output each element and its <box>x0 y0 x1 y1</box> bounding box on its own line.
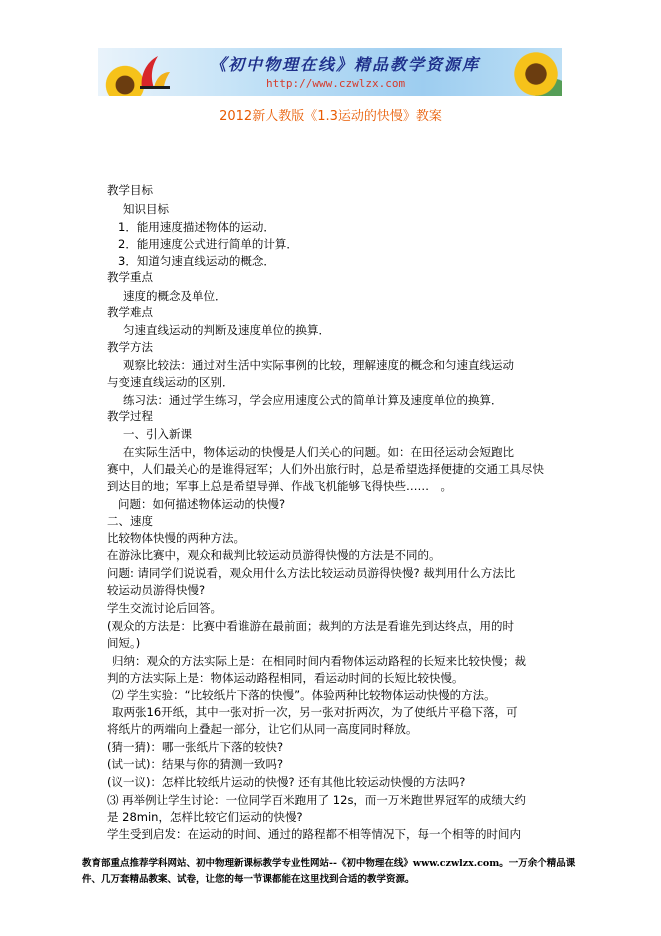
text-line: (试一试)：结果与你的猜测一致吗? <box>107 757 284 771</box>
text-line: 知识目标 <box>123 202 169 216</box>
logo-icon <box>136 52 174 92</box>
text-line: 间短。) <box>107 636 141 650</box>
text-line: 在游泳比赛中，观众和裁判比较运动员游得快慢的方法是不同的。 <box>107 548 441 562</box>
text-line: 速度的概念及单位． <box>123 289 227 303</box>
text-line: 比较物体快慢的两种方法。 <box>107 531 245 545</box>
text-line: 学生交流讨论后回答。 <box>107 601 222 615</box>
page-footer <box>82 856 602 888</box>
text-line: 教学难点 <box>107 305 153 319</box>
text-line: ⑵ 学生实验：“比较纸片下落的快慢”。体验两种比较物体运动快慢的方法。 <box>112 688 496 702</box>
text-line: 教学目标 <box>107 183 153 197</box>
text-line: 到达目的地；军事上总是希望导弹、作战飞机能够飞得快些…… 。 <box>107 479 452 493</box>
text-line: 在实际生活中，物体运动的快慢是人们关心的问题。如：在田径运动会短跑比 <box>123 445 514 459</box>
text-line: (议一议)：怎样比较纸片运动的快慢? 还有其他比较运动快慢的方法吗? <box>107 775 466 789</box>
text-line: 是 28min，怎样比较它们运动的快慢? <box>107 810 303 824</box>
text-line: 练习法：通过学生练习，学会应用速度公式的简单计算及速度单位的换算． <box>123 393 503 407</box>
text-line: 判的方法实际上是：物体运动路程相同，看运动时间的长短比较快慢。 <box>107 671 464 685</box>
text-line: 3．知道匀速直线运动的概念． <box>118 254 275 268</box>
text-line: 赛中，人们最关心的是谁得冠军；人们外出旅行时，总是希望选择便捷的交通工具尽快 <box>107 462 544 476</box>
text-line: 2．能用速度公式进行简单的计算． <box>118 237 298 251</box>
text-line: 较运动员游得快慢? <box>107 583 206 597</box>
footer-line: 教育部重点推荐学科网站、初中物理新课标教学专业性网站--《初中物理在线》www.czwlzx.com。一万余个精品课 <box>82 858 576 869</box>
text-line: 教学过程 <box>107 409 153 423</box>
text-line: (猜一猜)：哪一张纸片下落的较快? <box>107 740 284 754</box>
text-line: 一、引入新课 <box>123 427 192 441</box>
text-line: 教学方法 <box>107 340 153 354</box>
text-line: 二、速度 <box>107 514 153 528</box>
text-line: 1．能用速度描述物体的运动． <box>118 220 275 234</box>
footer-line: 件、几万套精品教案、试卷，让您的每一节课都能在这里找到合适的教学资源。 <box>82 874 415 885</box>
text-line: 匀速直线运动的判断及速度单位的换算． <box>123 323 330 337</box>
text-line: 学生受到启发：在运动的时间、通过的路程都不相等情况下，每一个相等的时间内 <box>107 827 521 841</box>
text-line: 问题: 请同学们说说看，观众用什么方法比较运动员游得快慢? 裁判用什么方法比 <box>107 566 516 580</box>
text-line: 与变速直线运动的区别． <box>107 375 234 389</box>
text-line: ⑶ 再举例让学生讨论：一位同学百米跑用了 12s，而一万米跑世界冠军的成绩大约 <box>107 793 526 807</box>
header-banner <box>98 48 562 96</box>
document-title: 2012新人教版《1.3运动的快慢》教案 <box>219 109 442 124</box>
text-line: (观众的方法是：比赛中看谁游在最前面；裁判的方法是看谁先到达终点，用的时 <box>107 619 514 633</box>
text-line: 教学重点 <box>107 270 153 284</box>
text-line: 将纸片的两端向上叠起一部分，让它们从同一高度同时释放。 <box>107 722 418 736</box>
text-line: 问题：如何描述物体运动的快慢? <box>118 497 286 511</box>
sunflower-icon <box>510 48 562 96</box>
banner-title: 《初中物理在线》精品教学资源库 <box>210 55 481 74</box>
text-line: 观察比较法：通过对生活中实际事例的比较，理解速度的概念和匀速直线运动 <box>123 358 514 372</box>
text-line: 归纳：观众的方法实际上是：在相同时间内看物体运动路程的长短来比较快慢；裁 <box>112 654 526 668</box>
banner-url[interactable]: http://www.czwlzx.com <box>266 77 406 90</box>
text-line: 取两张16开纸，其中一张对折一次，另一张对折两次，为了使纸片平稳下落，可 <box>112 705 518 719</box>
